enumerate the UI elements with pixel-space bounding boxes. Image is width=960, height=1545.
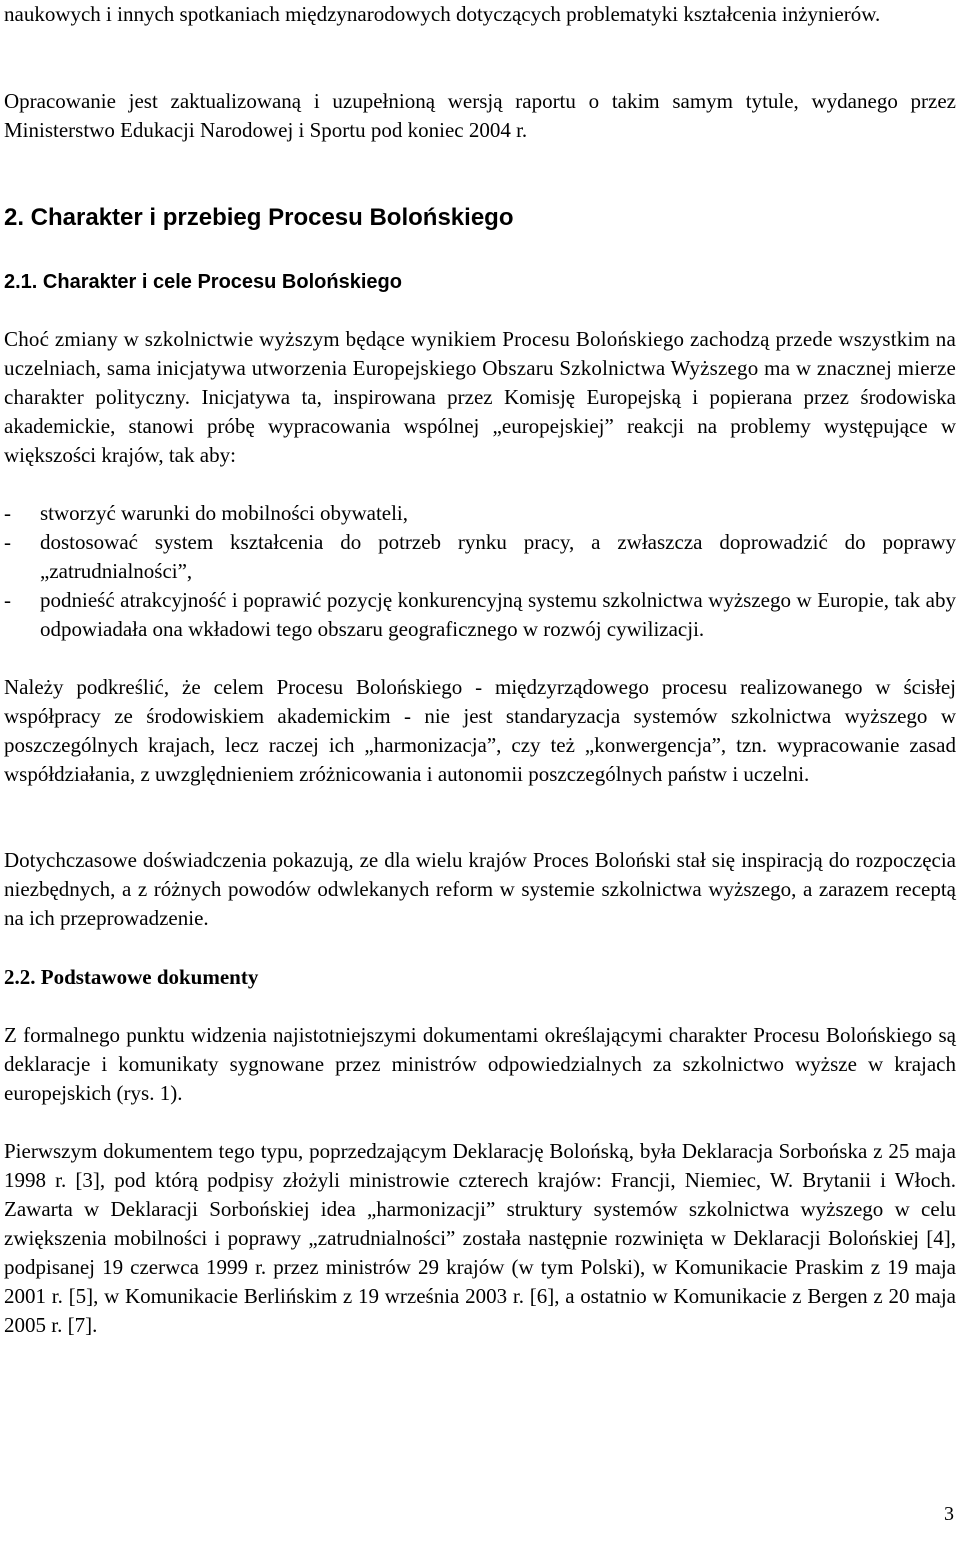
section-2-2-paragraph-1: Z formalnego punktu widzenia najistotniejszymi dokumentami określającymi charakter Procesu Bolońskiego są deklaracje i komunikaty sygnowane przez ministrów odpowiedzialnych za szkolnictwo wyższe w krajach europejskich (rys. 1). [4,1023,956,1105]
list-item-text: stworzyć warunki do mobilności obywateli, [40,501,409,525]
section-2-2-heading: 2.2. Podstawowe dokumenty [4,965,259,989]
section-2-1-paragraph-2: Należy podkreślić, że celem Procesu Bolońskiego - międzyrządowego procesu realizowanego w ścisłej współpracy ze środowiskiem akademickim - nie jest standaryzacja systemów szkolnictwa wyższego w poszczególnych krajach, lecz raczej ich „harmonizacja”, czy też „konwergencja”, tzn. wypracowanie zasad współdziałania, z uwzględnieniem zróżnicowania i autonomii poszczególnych państw i uczelni. [4,675,956,786]
list-dash: - [4,588,11,612]
page-number: 3 [944,1503,954,1525]
list-item-text: dostosować system kształcenia do potrzeb rynku pracy, a zwłaszcza doprowadzić do poprawy „zatrudnialności”, [40,530,956,583]
section-2-1-paragraph-1-part-a: Choć zmiany w szkolnictwie wyższym będące wynikiem Procesu Bolońskiego zachodzą przede wszystkim na uczelniach, sama inicjatywa utworzenia Europejskiego Obszaru Szkolnictwa Wyższego ma w znacznej mierze charakter polityczny. [4,327,956,409]
section-2-2-paragraph-2: Pierwszym dokumentem tego typu, poprzedzającym Deklarację Bolońską, była Deklaracja Sorbońska z 25 maja 1998 r. [3], pod którą podpisy złożyli ministrowie czterech krajów: Francji, Niemiec, W. Brytanii i Włoch. Zawarta w Deklaracji Sorbońskiej idea „harmonizacji” struktury systemów szkolnictwa wyższego w celu zwiększenia mobilności i poprawy „zatrudnialności” została następnie rozwinięta w Deklaracji Bolońskiej [4], podpisanej 19 czerwca 1999 r. przez ministrów 29 krajów (w tym Polski), w Komunikacie Praskim z 19 maja 2001 r. [5], w Komunikacie Berlińskim z 19 września 2003 r. [6], a ostatnio w Komunikacie z Bergen z 20 maja 2005 r. [7]. [4,1139,956,1337]
list-dash: - [4,530,11,554]
goals-list [4,499,956,644]
intro-paragraph-2: Opracowanie jest zaktualizowaną i uzupełnioną wersją raportu o takim samym tytule, wydanego przez Ministerstwo Edukacji Narodowej i Sportu pod koniec 2004 r. [4,89,956,142]
list-item-text: podnieść atrakcyjność i poprawić pozycję konkurencyjną systemu szkolnictwa wyższego w Europie, tak aby odpowiadała ona wkładowi tego obszaru geograficznego w rozwój cywilizacji. [40,588,956,641]
section-2-1-paragraph-3: Dotychczasowe doświadczenia pokazują, ze dla wielu krajów Proces Boloński stał się inspiracją do rozpoczęcia niezbędnych, a z różnych powodów odwlekanych reform w systemie szkolnictwa wyższego, a zarazem receptą na ich przeprowadzenie. [4,848,956,930]
list-item [4,528,956,586]
section-2-heading: 2. Charakter i przebieg Procesu Bolońskiego [4,204,514,231]
list-item [4,499,956,528]
section-2-1-paragraph-1-part-b: Inicjatywa ta, inspirowana przez Komisję Europejską i popierana przez środowiska akademickie, stanowi próbę wypracowania wspólnej „europejskiej” reakcji na problemy występujące w większości krajów, tak aby: [4,385,956,467]
list-item [4,586,956,644]
intro-paragraph-1: naukowych i innych spotkaniach międzynarodowych dotyczących problematyki kształcenia inżynierów. [4,2,881,26]
section-2-1-paragraph-1 [4,325,956,470]
list-dash: - [4,501,11,525]
section-2-1-heading: 2.1. Charakter i cele Procesu Bolońskiego [4,271,402,293]
